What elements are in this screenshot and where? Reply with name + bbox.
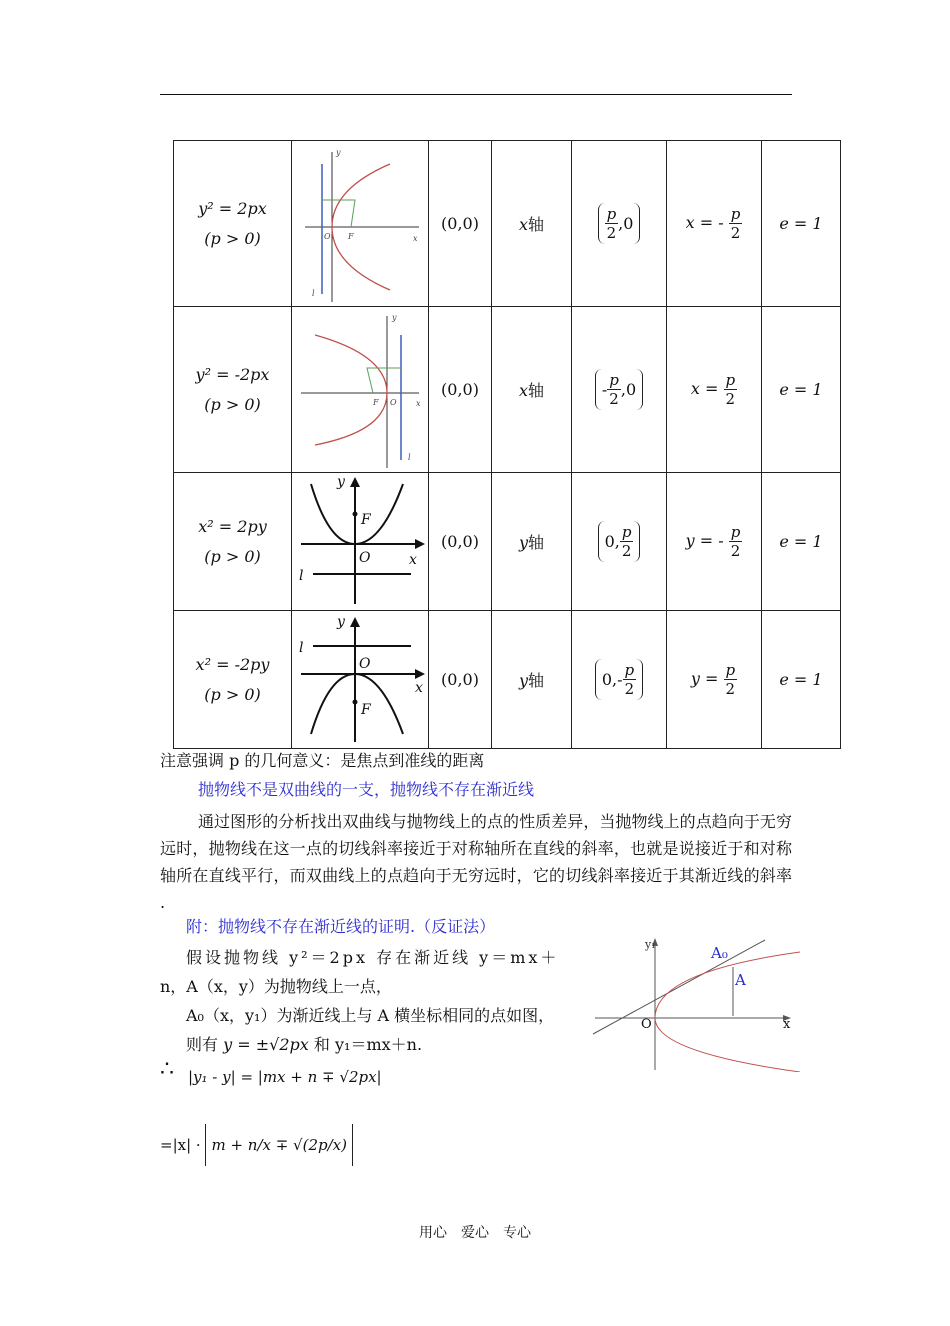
eccentricity-cell: e = 1 bbox=[762, 307, 841, 473]
fig-f-label: F bbox=[361, 701, 371, 718]
equation-cell bbox=[174, 141, 292, 307]
directrix-den: 2 bbox=[725, 390, 736, 408]
axis-cell bbox=[492, 611, 572, 749]
proof-line-2: n，A（x，y）为抛物线上一点， bbox=[160, 977, 392, 996]
axis-word: 轴 bbox=[528, 671, 545, 690]
axis-var: y bbox=[518, 671, 529, 690]
explanation-paragraph: 通过图形的分析找出双曲线与抛物线上的点的性质差异，当抛物线上的点趋向于无穷远时，抛物线在这一点的切线斜率接近于对称轴所在直线的斜率，也就是说接近于和对称轴所在直线平行，而双曲线上的点趋向于无穷远时，它的切线斜率接近于其渐近线的斜率 . bbox=[160, 812, 792, 912]
directrix-pre: x = bbox=[690, 379, 724, 398]
focus-post: ,0 bbox=[618, 214, 634, 233]
fig-l-label: l bbox=[299, 567, 304, 584]
fig-y-label: y bbox=[392, 312, 397, 322]
proof-block bbox=[160, 943, 572, 1059]
directrix-pre: y = bbox=[690, 669, 724, 688]
proof-line-1: 假设抛物线 y²＝2px 存在渐近线 y＝mx＋ bbox=[186, 948, 560, 967]
fig-a0-label: A₀ bbox=[711, 944, 728, 962]
focus-post: ,0 bbox=[620, 380, 637, 399]
directrix-num: p bbox=[725, 371, 736, 389]
vertex-text: (0,0) bbox=[441, 670, 479, 689]
equation-2-body: m + n/x ∓ √(2p/x) bbox=[205, 1124, 353, 1166]
focus-num: p bbox=[609, 371, 619, 389]
focus-den: 2 bbox=[606, 224, 617, 242]
fig-l-label: l bbox=[312, 288, 315, 298]
proof-line-4-post: y₁＝mx＋n. bbox=[334, 1035, 423, 1054]
fig-o-label: O bbox=[641, 1017, 652, 1032]
directrix-cell bbox=[667, 473, 762, 611]
eccentricity-cell: e = 1 bbox=[762, 141, 841, 307]
fig-x-label: x bbox=[783, 1017, 791, 1032]
fig-f-label: F bbox=[373, 397, 379, 407]
equation-text: y² = 2px bbox=[198, 198, 267, 218]
fig-x-label: x bbox=[413, 233, 418, 243]
table-row bbox=[174, 141, 841, 307]
focus-cell bbox=[572, 473, 667, 611]
figure-cell bbox=[292, 611, 429, 749]
table-row bbox=[174, 611, 841, 749]
parabola-down-figure bbox=[293, 612, 427, 748]
axis-var: y bbox=[518, 533, 529, 552]
directrix-cell bbox=[667, 141, 762, 307]
vertex-cell bbox=[429, 611, 492, 749]
therefore-symbol: ∴ bbox=[160, 1057, 174, 1082]
directrix-cell bbox=[667, 611, 762, 749]
parabola-up-figure bbox=[293, 474, 427, 610]
proof-line-4-pre: 则有 bbox=[186, 1035, 219, 1054]
equation-1: |y₁ - y| = |mx + n ∓ √2px| bbox=[188, 1068, 382, 1086]
condition-text: (p > 0) bbox=[204, 394, 261, 414]
focus-num: p bbox=[606, 205, 617, 223]
focus-pre: - bbox=[601, 380, 608, 399]
figure-cell bbox=[292, 141, 429, 307]
figure-cell bbox=[292, 307, 429, 473]
table-row bbox=[174, 307, 841, 473]
heading-proof: 附：抛物线不存在渐近线的证明.（反证法） bbox=[186, 917, 496, 936]
equation-text: x² = 2py bbox=[198, 516, 267, 536]
equation-2-pre: =|x| · bbox=[160, 1136, 201, 1154]
proof-line-4-mid: 和 bbox=[313, 1035, 330, 1054]
focus-den: 2 bbox=[609, 390, 619, 408]
vertex-cell bbox=[429, 141, 492, 307]
axis-word: 轴 bbox=[528, 533, 545, 552]
proof-line-4-math: y = ±√2px bbox=[223, 1035, 309, 1054]
directrix-den: 2 bbox=[730, 224, 741, 242]
condition-text: (p > 0) bbox=[204, 684, 261, 704]
condition-text: (p > 0) bbox=[204, 228, 261, 248]
table-row bbox=[174, 473, 841, 611]
equation-cell bbox=[174, 307, 292, 473]
proof-line-4 bbox=[160, 1030, 572, 1059]
focus-den: 2 bbox=[621, 542, 632, 560]
focus-cell bbox=[572, 611, 667, 749]
focus-cell bbox=[572, 307, 667, 473]
fig-x-label: x bbox=[416, 398, 421, 408]
axis-word: 轴 bbox=[528, 381, 545, 400]
heading-no-asymptote: 抛物线不是双曲线的一支，抛物线不存在渐近线 bbox=[198, 780, 535, 799]
axis-var: x bbox=[518, 215, 528, 234]
focus-pre: 0,- bbox=[601, 670, 623, 689]
focus-num: p bbox=[621, 523, 632, 541]
vertex-text: (0,0) bbox=[441, 380, 479, 399]
directrix-pre: y = - bbox=[685, 531, 724, 550]
axis-cell bbox=[492, 473, 572, 611]
equation-cell bbox=[174, 611, 292, 749]
fig-o-label: O bbox=[324, 231, 331, 241]
condition-text: (p > 0) bbox=[204, 546, 261, 566]
directrix-num: p bbox=[730, 205, 741, 223]
fig-a-label: A bbox=[735, 971, 746, 989]
directrix-cell bbox=[667, 307, 762, 473]
axis-cell bbox=[492, 307, 572, 473]
focus-pre: 0, bbox=[604, 532, 620, 551]
equation-2 bbox=[160, 1124, 353, 1166]
directrix-den: 2 bbox=[725, 680, 736, 698]
header-rule bbox=[160, 94, 792, 95]
eccentricity-cell: e = 1 bbox=[762, 473, 841, 611]
parabola-left-figure bbox=[295, 310, 425, 470]
fig-x-label: x bbox=[409, 551, 417, 568]
axis-var: x bbox=[518, 381, 528, 400]
focus-cell bbox=[572, 141, 667, 307]
fig-y-label: y bbox=[337, 473, 345, 490]
fig-o-label: O bbox=[359, 655, 371, 672]
focus-num: p bbox=[624, 661, 635, 679]
proof-line-3: A₀（x，y₁）为渐近线上与 A 横坐标相同的点如图， bbox=[186, 1006, 555, 1025]
fig-l-label: l bbox=[408, 452, 411, 462]
directrix-pre: x = - bbox=[685, 213, 724, 232]
fig-o-label: O bbox=[390, 397, 397, 407]
figure-cell bbox=[292, 473, 429, 611]
fig-x-label: x bbox=[415, 679, 423, 696]
note-text: 注意强调 p 的几何意义：是焦点到准线的距离 bbox=[160, 751, 485, 770]
vertex-text: (0,0) bbox=[441, 532, 479, 551]
vertex-cell bbox=[429, 307, 492, 473]
equation-text: x² = -2py bbox=[195, 654, 270, 674]
fig-y1-label: y₁ bbox=[645, 938, 656, 951]
asymptote-proof-figure bbox=[585, 932, 800, 1072]
page-footer: 用心 爱心 专心 bbox=[419, 1225, 531, 1241]
equation-cell bbox=[174, 473, 292, 611]
fig-y-label: y bbox=[337, 613, 345, 630]
fig-y-label: y bbox=[336, 147, 341, 157]
parabola-right-figure bbox=[295, 144, 425, 304]
directrix-den: 2 bbox=[730, 542, 741, 560]
parabola-properties-table bbox=[173, 140, 841, 749]
axis-cell bbox=[492, 141, 572, 307]
fig-f-label: F bbox=[361, 511, 371, 528]
eccentricity-cell: e = 1 bbox=[762, 611, 841, 749]
fig-o-label: O bbox=[359, 549, 371, 566]
axis-word: 轴 bbox=[528, 215, 545, 234]
directrix-num: p bbox=[730, 523, 741, 541]
directrix-num: p bbox=[725, 661, 736, 679]
fig-f-label: F bbox=[348, 231, 354, 241]
focus-den: 2 bbox=[624, 680, 635, 698]
fig-l-label: l bbox=[299, 639, 304, 656]
vertex-cell bbox=[429, 473, 492, 611]
vertex-text: (0,0) bbox=[441, 214, 479, 233]
equation-text: y² = -2px bbox=[195, 364, 270, 384]
